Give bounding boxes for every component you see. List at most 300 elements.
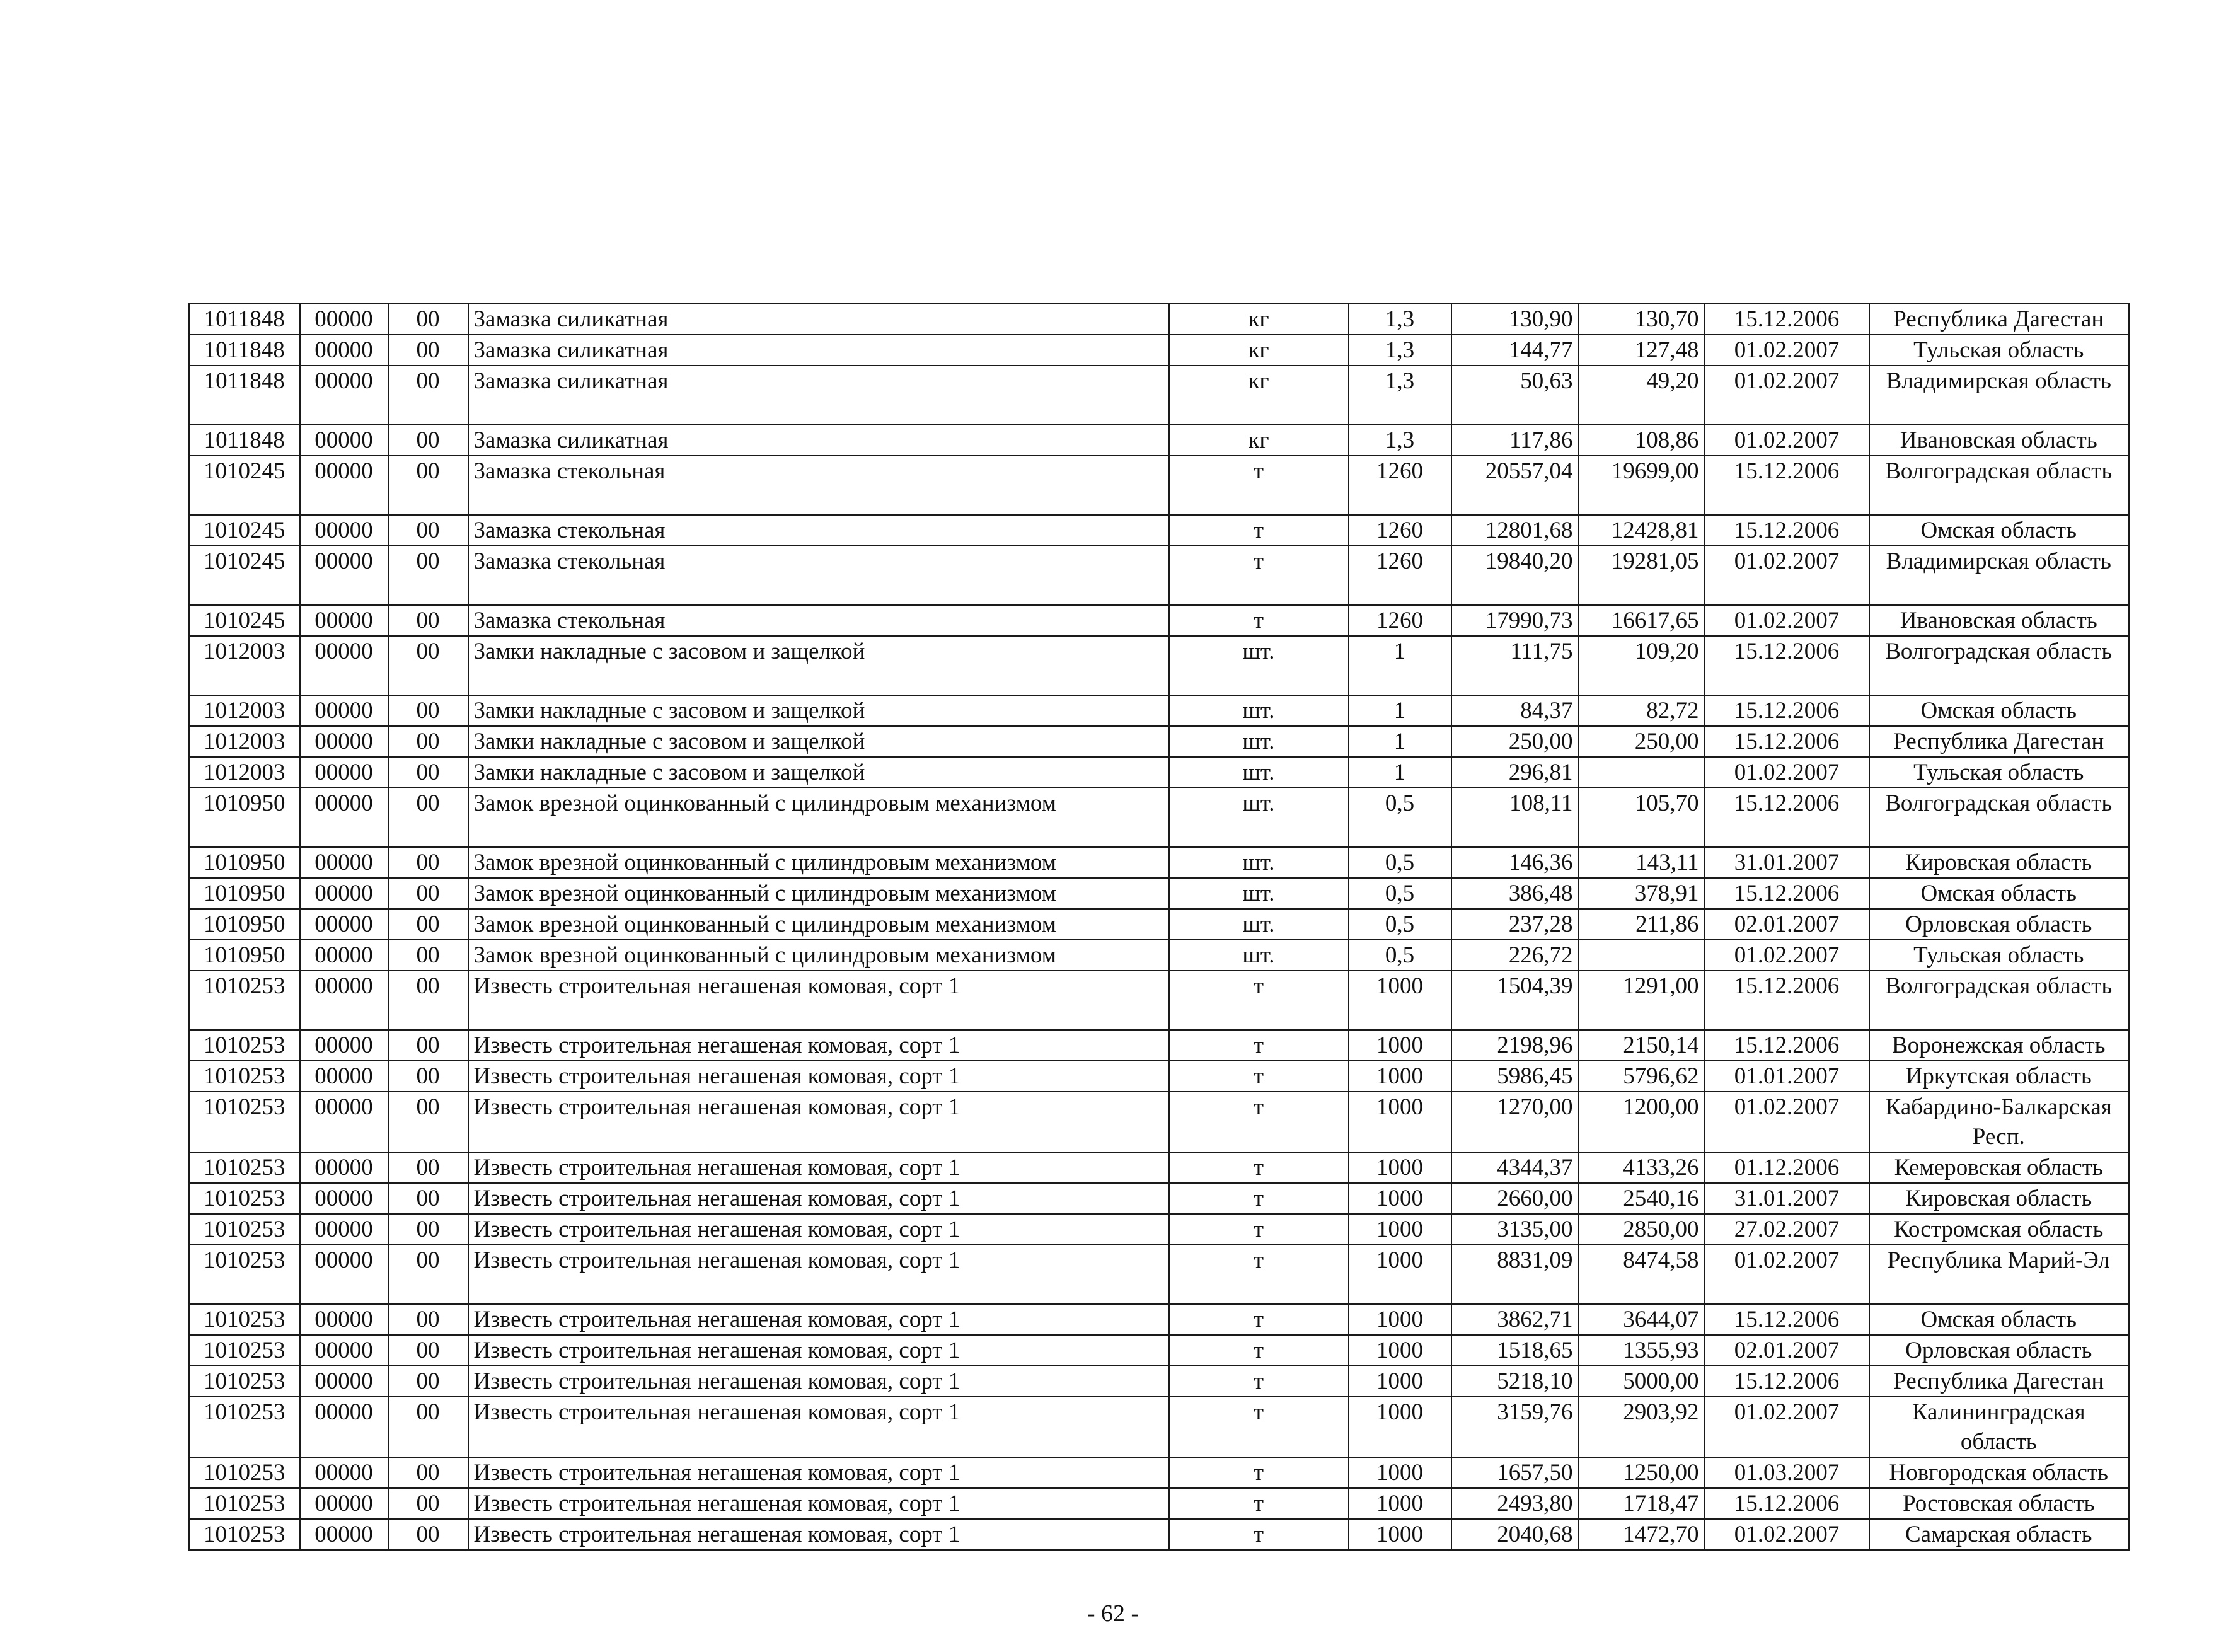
price-with-vat-cell: 5986,45	[1451, 1061, 1579, 1092]
table-row	[189, 971, 2129, 1030]
item-code-cell: 1010253	[189, 1214, 300, 1245]
region-cell: Волгоградская область	[1869, 456, 2129, 515]
material-name-cell: Известь строительная негашеная комовая, сорт 1	[468, 1304, 1169, 1335]
material-name-cell: Замазка силикатная	[468, 304, 1169, 335]
item-code-cell: 1012003	[189, 757, 300, 788]
subcode-cell: 00000	[300, 878, 388, 909]
price-table-body	[189, 304, 2129, 1551]
material-name-cell: Известь строительная негашеная комовая, сорт 1	[468, 1183, 1169, 1214]
price-cell	[1579, 757, 1705, 788]
subcode-cell: 00000	[300, 847, 388, 878]
item-code-cell: 1012003	[189, 695, 300, 726]
table-row	[189, 605, 2129, 636]
price-cell: 2540,16	[1579, 1183, 1705, 1214]
modifier-cell: 00	[388, 1183, 468, 1214]
subcode-cell: 00000	[300, 788, 388, 847]
material-name-cell: Известь строительная негашеная комовая, сорт 1	[468, 971, 1169, 1030]
date-cell: 01.02.2007	[1705, 940, 1869, 971]
coefficient-cell: 1000	[1349, 1366, 1451, 1397]
unit-cell: т	[1169, 515, 1349, 546]
region-cell: Волгоградская область	[1869, 971, 2129, 1030]
unit-cell: т	[1169, 546, 1349, 605]
price-with-vat-cell: 111,75	[1451, 636, 1579, 695]
date-cell: 15.12.2006	[1705, 1488, 1869, 1519]
coefficient-cell: 1,3	[1349, 304, 1451, 335]
unit-cell: шт.	[1169, 878, 1349, 909]
date-cell: 15.12.2006	[1705, 304, 1869, 335]
modifier-cell: 00	[388, 1214, 468, 1245]
material-name-cell: Замок врезной оцинкованный с цилиндровым механизмом	[468, 878, 1169, 909]
item-code-cell: 1010245	[189, 515, 300, 546]
material-name-cell: Известь строительная негашеная комовая, сорт 1	[468, 1366, 1169, 1397]
unit-cell: кг	[1169, 366, 1349, 425]
item-code-cell: 1010253	[189, 1335, 300, 1366]
date-cell: 01.02.2007	[1705, 605, 1869, 636]
table-row	[189, 940, 2129, 971]
subcode-cell: 00000	[300, 366, 388, 425]
subcode-cell: 00000	[300, 636, 388, 695]
material-name-cell: Известь строительная негашеная комовая, сорт 1	[468, 1214, 1169, 1245]
price-with-vat-cell: 84,37	[1451, 695, 1579, 726]
material-name-cell: Известь строительная негашеная комовая, сорт 1	[468, 1457, 1169, 1488]
modifier-cell: 00	[388, 1519, 468, 1551]
table-row	[189, 1335, 2129, 1366]
price-cell: 8474,58	[1579, 1245, 1705, 1304]
price-cell: 19281,05	[1579, 546, 1705, 605]
coefficient-cell: 1	[1349, 726, 1451, 757]
date-cell: 15.12.2006	[1705, 1304, 1869, 1335]
price-with-vat-cell: 237,28	[1451, 909, 1579, 940]
material-name-cell: Замки накладные с засовом и защелкой	[468, 636, 1169, 695]
item-code-cell: 1010253	[189, 1366, 300, 1397]
modifier-cell: 00	[388, 425, 468, 456]
region-cell: Кабардино-Балкарская Респ.	[1869, 1092, 2129, 1152]
price-cell: 5000,00	[1579, 1366, 1705, 1397]
price-with-vat-cell: 146,36	[1451, 847, 1579, 878]
material-name-cell: Известь строительная негашеная комовая, сорт 1	[468, 1030, 1169, 1061]
price-cell: 1472,70	[1579, 1519, 1705, 1551]
price-with-vat-cell: 250,00	[1451, 726, 1579, 757]
material-name-cell: Известь строительная негашеная комовая, сорт 1	[468, 1519, 1169, 1551]
item-code-cell: 1012003	[189, 726, 300, 757]
table-row	[189, 909, 2129, 940]
region-cell: Калининградская область	[1869, 1397, 2129, 1457]
region-cell: Новгородская область	[1869, 1457, 2129, 1488]
table-row	[189, 1183, 2129, 1214]
price-with-vat-cell: 226,72	[1451, 940, 1579, 971]
table-row	[189, 456, 2129, 515]
subcode-cell: 00000	[300, 515, 388, 546]
material-name-cell: Замазка стекольная	[468, 605, 1169, 636]
price-with-vat-cell: 1657,50	[1451, 1457, 1579, 1488]
unit-cell: т	[1169, 1335, 1349, 1366]
date-cell: 15.12.2006	[1705, 788, 1869, 847]
date-cell: 01.02.2007	[1705, 425, 1869, 456]
price-with-vat-cell: 117,86	[1451, 425, 1579, 456]
price-cell: 12428,81	[1579, 515, 1705, 546]
coefficient-cell: 1000	[1349, 1457, 1451, 1488]
table-row	[189, 425, 2129, 456]
coefficient-cell: 0,5	[1349, 940, 1451, 971]
price-cell: 130,70	[1579, 304, 1705, 335]
subcode-cell: 00000	[300, 335, 388, 366]
material-name-cell: Замазка силикатная	[468, 425, 1169, 456]
price-cell: 82,72	[1579, 695, 1705, 726]
material-name-cell: Замок врезной оцинкованный с цилиндровым механизмом	[468, 847, 1169, 878]
subcode-cell: 00000	[300, 546, 388, 605]
item-code-cell: 1010245	[189, 605, 300, 636]
region-cell: Кировская область	[1869, 1183, 2129, 1214]
table-row	[189, 1245, 2129, 1304]
price-with-vat-cell: 1518,65	[1451, 1335, 1579, 1366]
price-cell: 2150,14	[1579, 1030, 1705, 1061]
subcode-cell: 00000	[300, 304, 388, 335]
subcode-cell: 00000	[300, 1214, 388, 1245]
modifier-cell: 00	[388, 1152, 468, 1183]
item-code-cell: 1010950	[189, 788, 300, 847]
date-cell: 15.12.2006	[1705, 1030, 1869, 1061]
material-name-cell: Известь строительная негашеная комовая, сорт 1	[468, 1335, 1169, 1366]
date-cell: 15.12.2006	[1705, 1366, 1869, 1397]
material-name-cell: Известь строительная негашеная комовая, сорт 1	[468, 1488, 1169, 1519]
price-cell: 127,48	[1579, 335, 1705, 366]
region-cell: Ивановская область	[1869, 425, 2129, 456]
coefficient-cell: 1000	[1349, 1092, 1451, 1152]
region-cell: Волгоградская область	[1869, 788, 2129, 847]
price-cell: 250,00	[1579, 726, 1705, 757]
region-cell: Омская область	[1869, 695, 2129, 726]
price-cell: 105,70	[1579, 788, 1705, 847]
table-row	[189, 1366, 2129, 1397]
modifier-cell: 00	[388, 909, 468, 940]
price-cell: 1291,00	[1579, 971, 1705, 1030]
unit-cell: т	[1169, 1519, 1349, 1551]
subcode-cell: 00000	[300, 1457, 388, 1488]
region-cell: Ивановская область	[1869, 605, 2129, 636]
price-with-vat-cell: 4344,37	[1451, 1152, 1579, 1183]
region-cell: Омская область	[1869, 1304, 2129, 1335]
unit-cell: т	[1169, 1397, 1349, 1457]
price-with-vat-cell: 8831,09	[1451, 1245, 1579, 1304]
date-cell: 01.12.2006	[1705, 1152, 1869, 1183]
region-cell: Ростовская область	[1869, 1488, 2129, 1519]
price-with-vat-cell: 1504,39	[1451, 971, 1579, 1030]
modifier-cell: 00	[388, 1457, 468, 1488]
material-name-cell: Замок врезной оцинкованный с цилиндровым механизмом	[468, 909, 1169, 940]
date-cell: 01.02.2007	[1705, 1245, 1869, 1304]
date-cell: 01.02.2007	[1705, 335, 1869, 366]
modifier-cell: 00	[388, 605, 468, 636]
table-row	[189, 788, 2129, 847]
price-with-vat-cell: 2493,80	[1451, 1488, 1579, 1519]
modifier-cell: 00	[388, 1335, 468, 1366]
date-cell: 01.02.2007	[1705, 366, 1869, 425]
region-cell: Республика Дагестан	[1869, 304, 2129, 335]
unit-cell: т	[1169, 1183, 1349, 1214]
coefficient-cell: 1000	[1349, 1183, 1451, 1214]
table-row	[189, 636, 2129, 695]
price-with-vat-cell: 3862,71	[1451, 1304, 1579, 1335]
modifier-cell: 00	[388, 1397, 468, 1457]
modifier-cell: 00	[388, 1304, 468, 1335]
table-row	[189, 1519, 2129, 1551]
unit-cell: шт.	[1169, 847, 1349, 878]
subcode-cell: 00000	[300, 1488, 388, 1519]
price-cell: 1250,00	[1579, 1457, 1705, 1488]
item-code-cell: 1010253	[189, 1030, 300, 1061]
coefficient-cell: 1,3	[1349, 425, 1451, 456]
price-with-vat-cell: 2660,00	[1451, 1183, 1579, 1214]
subcode-cell: 00000	[300, 909, 388, 940]
item-code-cell: 1010245	[189, 456, 300, 515]
modifier-cell: 00	[388, 788, 468, 847]
table-row	[189, 366, 2129, 425]
material-name-cell: Замазка силикатная	[468, 335, 1169, 366]
coefficient-cell: 1000	[1349, 1061, 1451, 1092]
item-code-cell: 1011848	[189, 425, 300, 456]
unit-cell: т	[1169, 1488, 1349, 1519]
subcode-cell: 00000	[300, 1245, 388, 1304]
price-with-vat-cell: 17990,73	[1451, 605, 1579, 636]
unit-cell: шт.	[1169, 726, 1349, 757]
coefficient-cell: 0,5	[1349, 847, 1451, 878]
modifier-cell: 00	[388, 1366, 468, 1397]
unit-cell: шт.	[1169, 940, 1349, 971]
unit-cell: шт.	[1169, 695, 1349, 726]
region-cell: Республика Марий-Эл	[1869, 1245, 2129, 1304]
date-cell: 31.01.2007	[1705, 847, 1869, 878]
modifier-cell: 00	[388, 636, 468, 695]
date-cell: 15.12.2006	[1705, 695, 1869, 726]
material-name-cell: Известь строительная негашеная комовая, сорт 1	[468, 1152, 1169, 1183]
modifier-cell: 00	[388, 515, 468, 546]
item-code-cell: 1010253	[189, 1457, 300, 1488]
date-cell: 01.01.2007	[1705, 1061, 1869, 1092]
date-cell: 15.12.2006	[1705, 878, 1869, 909]
price-cell: 1355,93	[1579, 1335, 1705, 1366]
table-row	[189, 1030, 2129, 1061]
item-code-cell: 1010253	[189, 971, 300, 1030]
item-code-cell: 1010253	[189, 1397, 300, 1457]
subcode-cell: 00000	[300, 1519, 388, 1551]
material-name-cell: Известь строительная негашеная комовая, сорт 1	[468, 1092, 1169, 1152]
price-cell: 49,20	[1579, 366, 1705, 425]
date-cell: 02.01.2007	[1705, 909, 1869, 940]
date-cell: 15.12.2006	[1705, 515, 1869, 546]
price-with-vat-cell: 3159,76	[1451, 1397, 1579, 1457]
subcode-cell: 00000	[300, 1061, 388, 1092]
price-with-vat-cell: 386,48	[1451, 878, 1579, 909]
modifier-cell: 00	[388, 1061, 468, 1092]
modifier-cell: 00	[388, 847, 468, 878]
date-cell: 01.02.2007	[1705, 1397, 1869, 1457]
table-row	[189, 726, 2129, 757]
region-cell: Республика Дагестан	[1869, 1366, 2129, 1397]
subcode-cell: 00000	[300, 1183, 388, 1214]
subcode-cell: 00000	[300, 1092, 388, 1152]
table-row	[189, 1214, 2129, 1245]
region-cell: Владимирская область	[1869, 366, 2129, 425]
material-name-cell: Замки накладные с засовом и защелкой	[468, 726, 1169, 757]
coefficient-cell: 1	[1349, 757, 1451, 788]
item-code-cell: 1010253	[189, 1092, 300, 1152]
coefficient-cell: 1260	[1349, 546, 1451, 605]
material-name-cell: Известь строительная негашеная комовая, сорт 1	[468, 1397, 1169, 1457]
unit-cell: т	[1169, 1152, 1349, 1183]
item-code-cell: 1011848	[189, 335, 300, 366]
region-cell: Костромская область	[1869, 1214, 2129, 1245]
subcode-cell: 00000	[300, 1152, 388, 1183]
material-name-cell: Замки накладные с засовом и защелкой	[468, 695, 1169, 726]
table-row	[189, 1488, 2129, 1519]
table-row	[189, 1457, 2129, 1488]
unit-cell: кг	[1169, 304, 1349, 335]
unit-cell: кг	[1169, 335, 1349, 366]
table-row	[189, 335, 2129, 366]
unit-cell: т	[1169, 456, 1349, 515]
price-table	[188, 303, 2130, 1551]
modifier-cell: 00	[388, 456, 468, 515]
subcode-cell: 00000	[300, 695, 388, 726]
subcode-cell: 00000	[300, 425, 388, 456]
item-code-cell: 1010253	[189, 1488, 300, 1519]
item-code-cell: 1010253	[189, 1152, 300, 1183]
region-cell: Иркутская область	[1869, 1061, 2129, 1092]
region-cell: Самарская область	[1869, 1519, 2129, 1551]
item-code-cell: 1010253	[189, 1183, 300, 1214]
price-cell: 378,91	[1579, 878, 1705, 909]
item-code-cell: 1010950	[189, 878, 300, 909]
coefficient-cell: 1000	[1349, 1488, 1451, 1519]
coefficient-cell: 0,5	[1349, 878, 1451, 909]
price-with-vat-cell: 144,77	[1451, 335, 1579, 366]
coefficient-cell: 1000	[1349, 1335, 1451, 1366]
coefficient-cell: 1260	[1349, 456, 1451, 515]
price-with-vat-cell: 108,11	[1451, 788, 1579, 847]
region-cell: Омская область	[1869, 878, 2129, 909]
modifier-cell: 00	[388, 335, 468, 366]
price-cell: 2903,92	[1579, 1397, 1705, 1457]
material-name-cell: Замазка силикатная	[468, 366, 1169, 425]
region-cell: Омская область	[1869, 515, 2129, 546]
material-name-cell: Замок врезной оцинкованный с цилиндровым механизмом	[468, 788, 1169, 847]
coefficient-cell: 1000	[1349, 971, 1451, 1030]
coefficient-cell: 1000	[1349, 1030, 1451, 1061]
subcode-cell: 00000	[300, 1366, 388, 1397]
region-cell: Кемеровская область	[1869, 1152, 2129, 1183]
coefficient-cell: 1,3	[1349, 366, 1451, 425]
table-row	[189, 847, 2129, 878]
modifier-cell: 00	[388, 971, 468, 1030]
unit-cell: т	[1169, 971, 1349, 1030]
date-cell: 15.12.2006	[1705, 726, 1869, 757]
price-with-vat-cell: 3135,00	[1451, 1214, 1579, 1245]
unit-cell: т	[1169, 1092, 1349, 1152]
subcode-cell: 00000	[300, 1335, 388, 1366]
item-code-cell: 1010253	[189, 1304, 300, 1335]
coefficient-cell: 1000	[1349, 1519, 1451, 1551]
price-with-vat-cell: 2198,96	[1451, 1030, 1579, 1061]
unit-cell: т	[1169, 1030, 1349, 1061]
item-code-cell: 1011848	[189, 366, 300, 425]
modifier-cell: 00	[388, 940, 468, 971]
region-cell: Тульская область	[1869, 335, 2129, 366]
date-cell: 01.02.2007	[1705, 757, 1869, 788]
region-cell: Воронежская область	[1869, 1030, 2129, 1061]
item-code-cell: 1010253	[189, 1061, 300, 1092]
date-cell: 01.02.2007	[1705, 546, 1869, 605]
price-cell: 5796,62	[1579, 1061, 1705, 1092]
price-cell: 109,20	[1579, 636, 1705, 695]
unit-cell: т	[1169, 1304, 1349, 1335]
material-name-cell: Замазка стекольная	[468, 546, 1169, 605]
coefficient-cell: 0,5	[1349, 788, 1451, 847]
price-cell: 2850,00	[1579, 1214, 1705, 1245]
unit-cell: шт.	[1169, 909, 1349, 940]
table-row	[189, 546, 2129, 605]
price-cell: 211,86	[1579, 909, 1705, 940]
material-name-cell: Замки накладные с засовом и защелкой	[468, 757, 1169, 788]
unit-cell: шт.	[1169, 757, 1349, 788]
item-code-cell: 1010950	[189, 909, 300, 940]
price-cell: 1718,47	[1579, 1488, 1705, 1519]
price-with-vat-cell: 130,90	[1451, 304, 1579, 335]
coefficient-cell: 1,3	[1349, 335, 1451, 366]
date-cell: 15.12.2006	[1705, 971, 1869, 1030]
material-name-cell: Замазка стекольная	[468, 515, 1169, 546]
modifier-cell: 00	[388, 546, 468, 605]
unit-cell: шт.	[1169, 636, 1349, 695]
modifier-cell: 00	[388, 304, 468, 335]
price-cell: 3644,07	[1579, 1304, 1705, 1335]
modifier-cell: 00	[388, 726, 468, 757]
modifier-cell: 00	[388, 1030, 468, 1061]
unit-cell: т	[1169, 1366, 1349, 1397]
coefficient-cell: 1260	[1349, 515, 1451, 546]
material-name-cell: Замазка стекольная	[468, 456, 1169, 515]
subcode-cell: 00000	[300, 940, 388, 971]
date-cell: 15.12.2006	[1705, 456, 1869, 515]
table-row	[189, 1397, 2129, 1457]
material-name-cell: Известь строительная негашеная комовая, сорт 1	[468, 1061, 1169, 1092]
subcode-cell: 00000	[300, 456, 388, 515]
material-name-cell: Известь строительная негашеная комовая, сорт 1	[468, 1245, 1169, 1304]
table-row	[189, 757, 2129, 788]
table-row	[189, 304, 2129, 335]
price-with-vat-cell: 12801,68	[1451, 515, 1579, 546]
item-code-cell: 1010950	[189, 940, 300, 971]
unit-cell: шт.	[1169, 788, 1349, 847]
modifier-cell: 00	[388, 757, 468, 788]
price-with-vat-cell: 50,63	[1451, 366, 1579, 425]
table-row	[189, 515, 2129, 546]
table-row	[189, 695, 2129, 726]
region-cell: Волгоградская область	[1869, 636, 2129, 695]
page-number: - 62 -	[1087, 1600, 1139, 1627]
region-cell: Тульская область	[1869, 940, 2129, 971]
date-cell: 01.02.2007	[1705, 1519, 1869, 1551]
region-cell: Владимирская область	[1869, 546, 2129, 605]
price-with-vat-cell: 5218,10	[1451, 1366, 1579, 1397]
region-cell: Республика Дагестан	[1869, 726, 2129, 757]
modifier-cell: 00	[388, 366, 468, 425]
price-cell: 19699,00	[1579, 456, 1705, 515]
coefficient-cell: 1000	[1349, 1214, 1451, 1245]
coefficient-cell: 1000	[1349, 1245, 1451, 1304]
date-cell: 15.12.2006	[1705, 636, 1869, 695]
region-cell: Орловская область	[1869, 909, 2129, 940]
date-cell: 27.02.2007	[1705, 1214, 1869, 1245]
